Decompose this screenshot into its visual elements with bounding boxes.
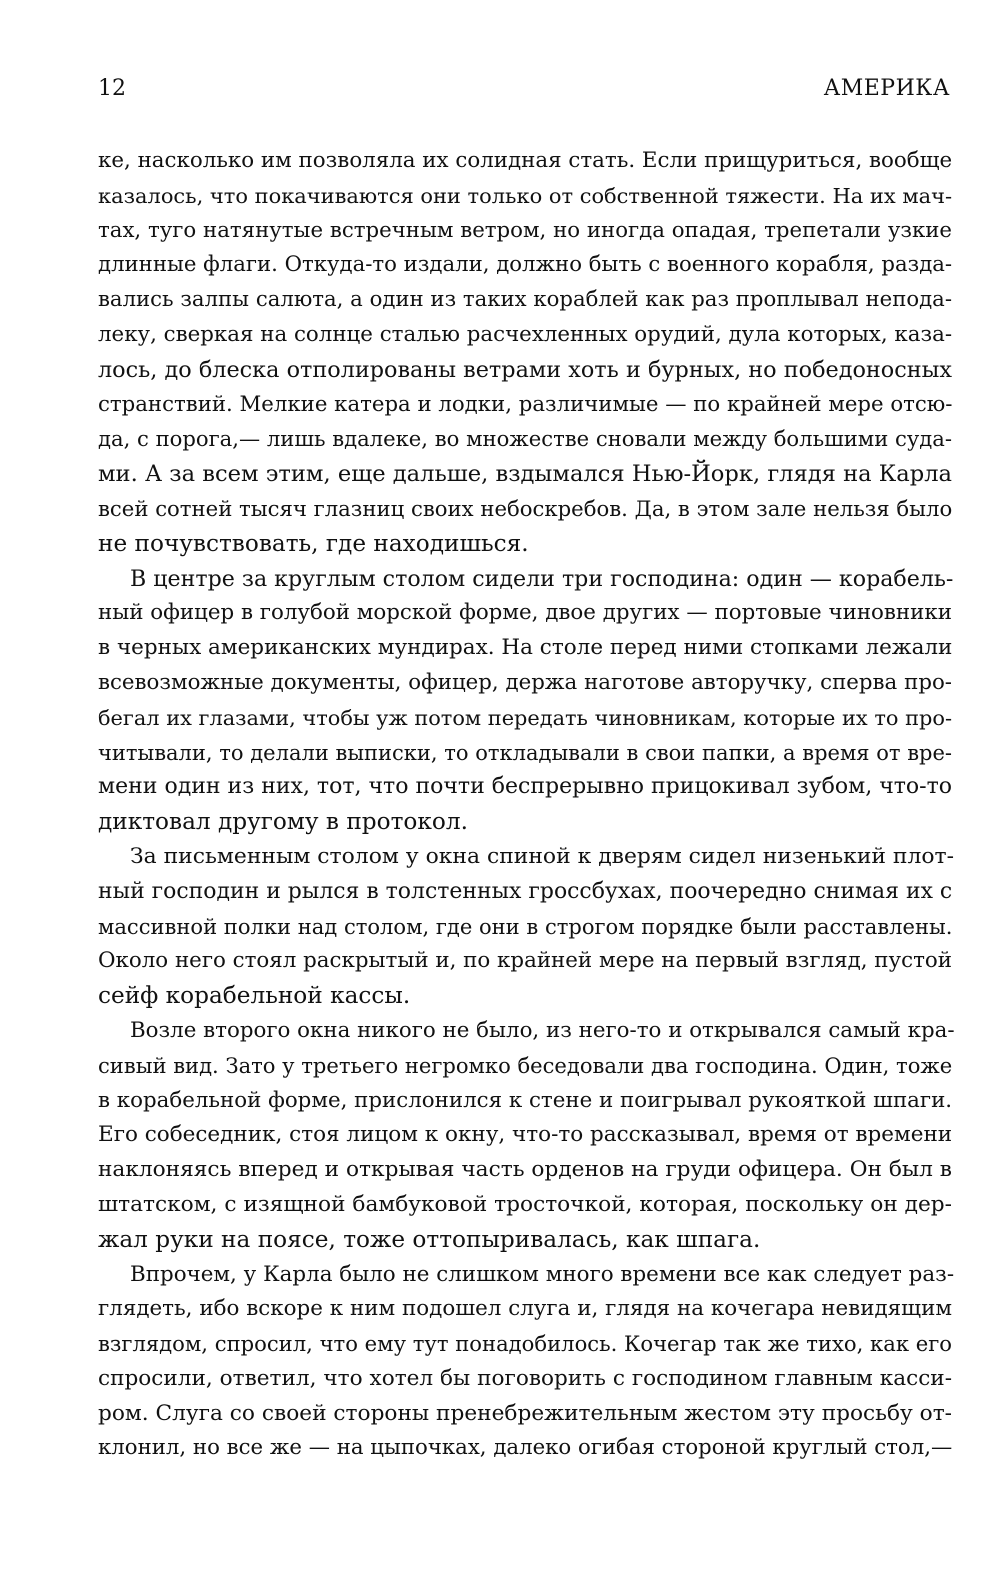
text-line: массивной полки над столом, где они в строгом порядке были расставлены. <box>98 913 953 939</box>
text-line: да, с порога,— лишь вдалеке, во множестве сновали между большими суда- <box>98 426 953 452</box>
text-line: глядеть, ибо вскоре к ним подошел слуга и, глядя на кочегара невидящим <box>98 1296 952 1322</box>
text-line: штатском, с изящной бамбуковой тросточкой, которая, поскольку он дер- <box>98 1191 952 1217</box>
text-line: ный офицер в голубой морской форме, двое других — портовые чиновники <box>98 600 952 626</box>
text-line: спросили, ответил, что хотел бы поговорить с господином главным касси- <box>98 1365 952 1391</box>
paragraph-5 <box>98 1258 955 1467</box>
text-line: мени один из них, тот, что почти беспрерывно прицокивал зубом, что-то <box>98 774 953 800</box>
paragraph-2 <box>98 562 952 840</box>
text-line: Впрочем, у Карла было не слишком много времени все как следует раз- <box>130 1261 955 1287</box>
text-line: диктовал другому в протокол. <box>98 808 468 836</box>
text-line: сейф корабельной кассы. <box>98 982 411 1010</box>
text-line: всевозможные документы, офицер, держа наготове авторучку, сперва про- <box>98 669 952 695</box>
text-line: сивый вид. Зато у третьего негромко беседовали два господина. Один, тоже <box>98 1052 953 1078</box>
paragraph-3 <box>98 840 955 1014</box>
text-line: жал руки на поясе, тоже оттопыривалась, как шпага. <box>98 1225 761 1253</box>
text-line: ром. Слуга со своей стороны пренебрежительным жестом эту просьбу от- <box>98 1400 952 1426</box>
body-text <box>98 144 955 1466</box>
text-line: всей сотней тысяч глазниц своих небоскребов. Да, в этом зале нельзя было <box>98 495 953 521</box>
text-line: Около него стоял раскрытый и, по крайней мере на первый взгляд, пустой <box>98 948 952 974</box>
text-line: длинные флаги. Откуда-то издали, должно быть с военного корабля, разда- <box>98 252 953 278</box>
page-number: 12 <box>98 76 126 101</box>
text-line: казалось, что покачиваются они только от собственной тяжести. На их мач- <box>98 183 953 208</box>
text-line: вались залпы салюта, а один из таких кораблей как раз проплывал непода- <box>98 287 952 313</box>
book-title: АМЕРИКА <box>823 76 950 101</box>
text-line: Его собеседник, стоя лицом к окну, что-то рассказывал, время от времени <box>98 1122 953 1148</box>
running-head <box>98 72 950 108</box>
text-line: тах, туго натянутые встречным ветром, но иногда опадая, трепетали узкие <box>98 217 952 243</box>
text-line: Возле второго окна никого не было, из него-то и открывался самый кра- <box>130 1017 955 1043</box>
text-line: ми. А за всем этим, еще дальше, вздымался Нью-Йорк, глядя на Карла <box>98 461 952 488</box>
text-line: бегал их глазами, чтобы уж потом передать чиновникам, которые их то про- <box>98 705 952 730</box>
text-line: ный господин и рылся в толстенных гроссбухах, поочередно снимая их с <box>98 878 953 904</box>
text-line: За письменным столом у окна спиной к дверям сидел низенький плот- <box>130 843 955 869</box>
paragraph-4 <box>98 1014 955 1258</box>
text-line: взглядом, спросил, что ему тут понадобилось. Кочегар так же тихо, как его <box>98 1331 952 1357</box>
text-line: леку, сверкая на солнце сталью расчехленных орудий, дула которых, каза- <box>98 321 953 347</box>
paragraph-1 <box>98 144 952 562</box>
text-line: странствий. Мелкие катера и лодки, различимые — по крайней мере отсю- <box>98 391 953 417</box>
text-line: клонил, но все же — на цыпочках, далеко огибая стороной круглый стол,— <box>98 1435 953 1461</box>
text-line: читывали, то делали выписки, то откладывали в свои папки, а время от вре- <box>98 739 952 765</box>
text-line: в черных американских мундирах. На столе перед ними стопками лежали <box>98 635 953 661</box>
text-line: В центре за круглым столом сидели три господина: один — корабель- <box>130 565 954 592</box>
text-line: наклоняясь вперед и открывая часть орденов на груди офицера. Он был в <box>98 1157 952 1183</box>
text-line: лось, до блеска отполированы ветрами хоть и бурных, но победоносных <box>98 356 952 383</box>
text-line: не почувствовать, где находишься. <box>98 529 529 557</box>
text-line: в корабельной форме, прислонился к стене и поигрывал рукояткой шпаги. <box>98 1087 953 1113</box>
text-line: ке, насколько им позволяла их солидная стать. Если прищуриться, вообще <box>98 148 953 173</box>
